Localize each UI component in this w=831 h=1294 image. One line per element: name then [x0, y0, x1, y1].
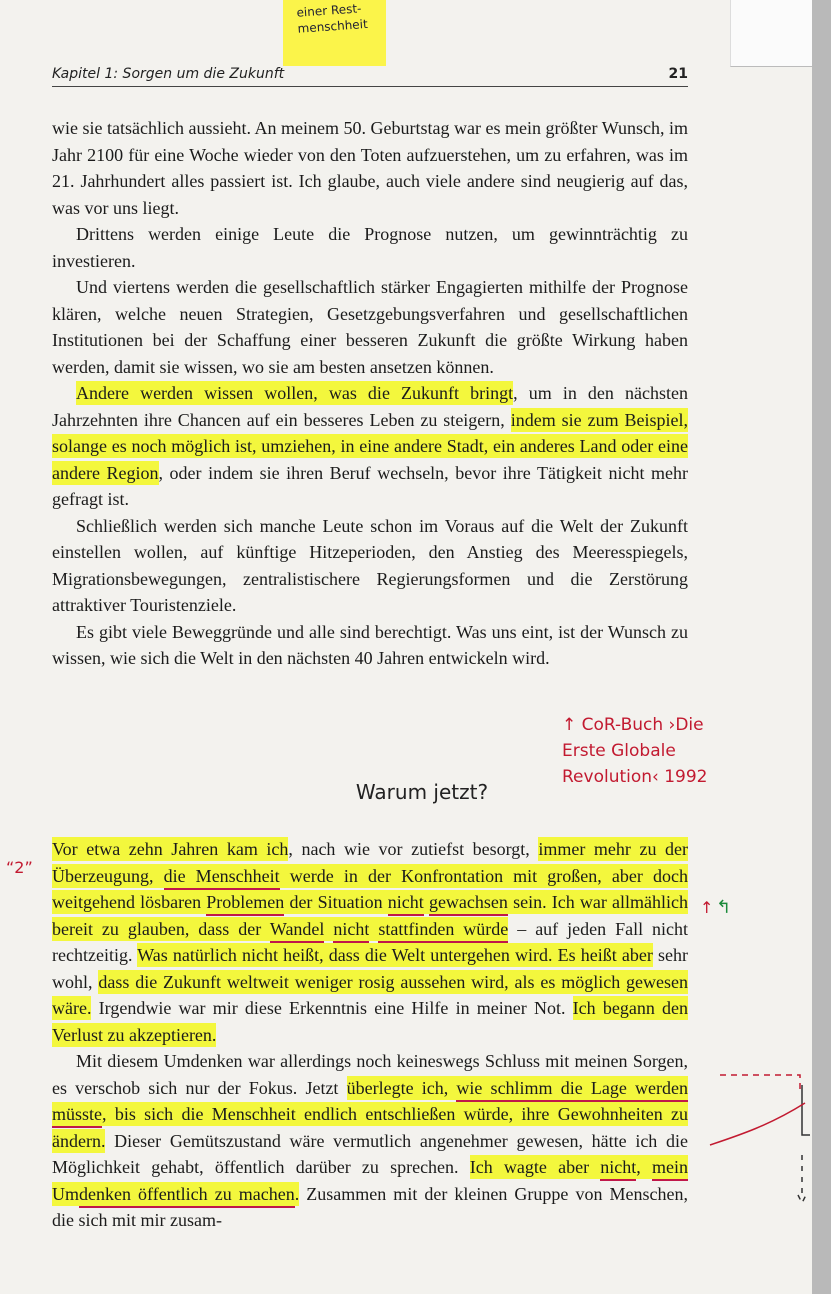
underlined-highlight: stattfinden würde	[378, 917, 508, 943]
paragraph	[52, 619, 688, 672]
underlined-highlight: nicht	[333, 917, 369, 943]
highlighted-text: Vor etwa zehn Jahren kam ich	[52, 839, 289, 859]
highlighted-text: Ich wagte aber	[469, 1157, 601, 1177]
page-number: 21	[668, 66, 688, 82]
text-run: , nach wie vor zutiefst besorgt,	[288, 839, 539, 859]
text-run: Irgendwie war mir diese Erkenntnis eine Hilfe in meiner Not.	[91, 998, 573, 1018]
text-run: Zusammen mit der kleinen Gruppe von Menschen, die sich mit mir zusam-	[52, 1183, 688, 1230]
highlighted-text: dass die Zukunft weltweit weniger rosig aussehen wird, als es möglich gewesen wäre.	[52, 971, 689, 1018]
running-header	[52, 66, 688, 87]
highlighted-text: , bis sich die Menschheit endlich entschließen würde, ihre Gewohnheiten zu ändern.	[52, 1104, 688, 1151]
highlighted-text: werde in der Konfrontation mit großen, aber doch weitgehend lösbaren	[52, 865, 688, 912]
paragraph	[52, 274, 688, 380]
next-page-edge	[730, 0, 813, 67]
highlighted-text: Was natürlich nicht heißt, dass die Welt untergehen wird. Es heißt aber	[137, 945, 653, 965]
sticky-note	[283, 0, 386, 66]
highlighted-text: Ich begann den Verlust zu akzeptieren.	[52, 998, 688, 1045]
text-run: Schließlich werden sich manche Leute schon im Voraus auf die Welt der Zukunft einstellen wollen, auf künftige Hitzeperioden, den Anstieg des Meeresspiegels, Migrationsbewegungen, zentralistischere Regierungsformen und die Zerstörung attraktiver Touristenziele.	[52, 515, 688, 615]
text-run: wie sie tatsächlich aussieht. An meinem 50. Geburtstag war es mein größter Wunsch, im Jahr 2100 für eine Woche wieder von den Toten aufzuerstehen, um zu erfahren, was im 21. Jahrhundert alles passiert ist. Ich glaube, auch viele andere sind neugierig auf das, was vor uns liegt.	[52, 118, 688, 218]
highlighted-text: .	[294, 1183, 300, 1204]
highlighted-text: immer mehr zu der Überzeugung,	[52, 839, 688, 886]
underlined-highlight: mein	[652, 1155, 688, 1181]
margin-note-left: “2”	[6, 858, 33, 877]
paragraph	[52, 1048, 688, 1234]
section-heading: Warum jetzt?	[355, 780, 489, 804]
highlighted-text: Andere werden wissen wollen, was die Zukunft bringt	[76, 383, 514, 403]
text-run: , um in den nächsten Jahrzehnten ihre Chancen auf ein besseres Leben zu steigern,	[52, 383, 688, 430]
underlined-highlight: nicht	[600, 1155, 636, 1181]
paragraph	[52, 513, 688, 619]
margin-note-line: Revolution‹ 1992	[562, 767, 708, 787]
underlined-highlight: denken öffentlich zu machen	[79, 1182, 295, 1208]
underlined-highlight: Wandel	[270, 917, 325, 943]
text-run: Dieser Gemütszustand wäre vermutlich angenehmer gewesen, hätte ich die Möglichkeit gehabt, öffentlich darüber zu sprechen.	[52, 1130, 688, 1177]
paragraph	[52, 836, 688, 1048]
text-run: , oder indem sie ihren Beruf wechseln, bevor ihre Tätigkeit nicht mehr gefragt ist.	[52, 462, 688, 509]
paragraph	[52, 380, 688, 513]
highlighted-text: Um	[52, 1183, 79, 1204]
body-text-top	[52, 115, 688, 672]
paragraph	[52, 221, 688, 274]
underlined-highlight: Problemen	[206, 890, 284, 916]
highlighted-text: sein. Ich war allmählich bereit zu glauben, dass der	[52, 892, 688, 939]
highlighted-text: ,	[636, 1157, 652, 1177]
body-text-bottom	[52, 836, 688, 1234]
text-run: – auf jeden Fall nicht rechtzeitig.	[52, 918, 689, 965]
highlighted-text: überlegte ich,	[346, 1077, 457, 1098]
text-run: Drittens werden einige Leute die Prognose nutzen, um gewinnträchtig zu investieren.	[52, 224, 688, 271]
margin-note-right	[562, 712, 708, 790]
margin-note-line: ↑ CoR-Buch ›Die	[562, 715, 704, 735]
margin-note-line: Erste Globale	[562, 741, 676, 761]
sticky-note-text: einer Rest-menschheit	[296, 1, 369, 36]
underlined-highlight: gewachsen	[429, 890, 508, 916]
green-arrow-icon: ↰	[716, 897, 732, 918]
text-run: Es gibt viele Beweggründe und alle sind berechtigt. Was uns eint, ist der Wunsch zu wissen, wie sich die Welt in den nächsten 40 Jahren entwickeln wird.	[52, 621, 688, 668]
text-run: sehr wohl,	[52, 945, 688, 992]
underlined-highlight: nicht	[388, 890, 424, 916]
text-run: Mit diesem Umdenken war allerdings noch keineswegs Schluss mit meinen Sorgen, es verschob sich nur der Fokus. Jetzt	[52, 1051, 688, 1098]
underlined-highlight: wie schlimm die Lage werden müsste	[52, 1076, 688, 1129]
highlighted-text: der Situation	[284, 892, 388, 912]
text-run: Und viertens werden die gesellschaftlich stärker Engagierten mithilfe der Prognose klären, welche neuen Strategien, Gesetzgebungsverfahren und gesellschaftlichen Institutionen bei der Schaffung einer besseren Zukunft die größte Wirkung haben werden, damit sie wissen, wo sie am besten ansetzen können.	[52, 277, 688, 377]
highlighted-text: indem sie zum Beispiel, solange es noch möglich ist, umziehen, in eine andere Stadt, ein anderes Land oder eine andere Region	[52, 409, 689, 483]
paragraph	[52, 115, 688, 221]
chapter-title: Kapitel 1: Sorgen um die Zukunft	[52, 66, 285, 82]
highlighted-text	[369, 917, 378, 941]
margin-bracket-drawing	[690, 1045, 820, 1235]
margin-arrow-icon: ↑	[700, 898, 714, 917]
underlined-highlight: die Menschheit	[164, 864, 280, 890]
